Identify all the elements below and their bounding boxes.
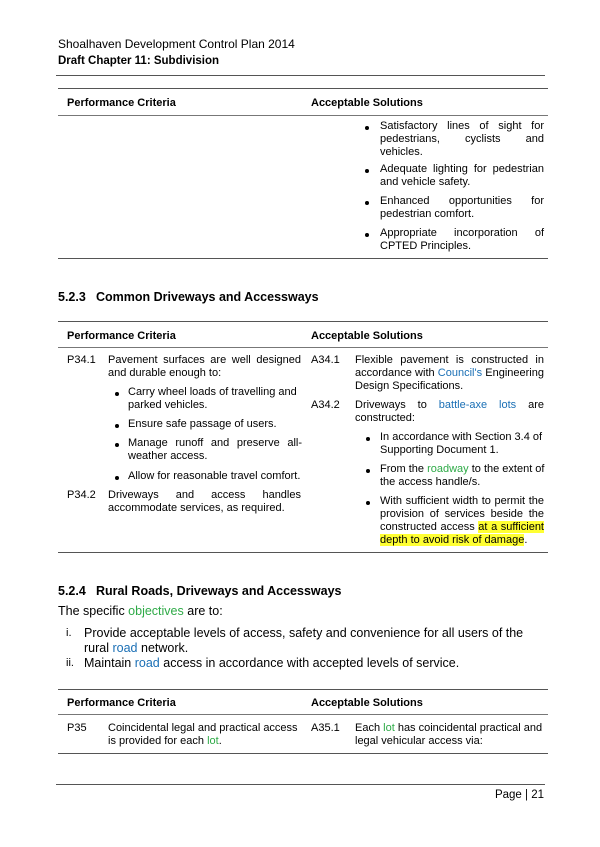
table-common-driveways [58, 321, 548, 555]
bullet-icon [115, 392, 119, 396]
list-item: Appropriate incorporation of CPTED Principles. [380, 227, 544, 252]
list-item-text: . [524, 534, 528, 546]
list-item: Adequate lighting for pedestrian and vehicle safety. [380, 163, 544, 188]
bullet-icon [365, 201, 369, 205]
solution-text-part: Driveways to [355, 399, 439, 411]
header-divider [56, 75, 545, 76]
item-text-part: Maintain [84, 656, 135, 670]
road-link[interactable]: road [112, 641, 138, 655]
table-continued [58, 88, 548, 260]
list-item: Carry wheel loads of travelling and parked vehicles. [128, 386, 297, 411]
header-rule [58, 347, 548, 348]
list-item: Allow for reasonable travel comfort. [128, 470, 301, 482]
solution-text-part: are constructed: [355, 399, 544, 424]
table-bottom-rule [58, 258, 548, 259]
solution-text [355, 722, 548, 748]
item-text [84, 626, 546, 656]
column-header-solutions: Acceptable Solutions [311, 97, 423, 109]
column-header-criteria: Performance Criteria [67, 330, 176, 342]
objectives-link[interactable]: objectives [128, 604, 184, 618]
column-header-criteria: Performance Criteria [67, 97, 176, 109]
section-title: Rural Roads, Driveways and Accessways [96, 584, 342, 598]
list-item: Ensure safe passage of users. [128, 418, 277, 430]
section-number: 5.2.3 [58, 290, 86, 304]
list-item: Manage runoff and preserve all-weather access. [128, 437, 302, 462]
solution-code: A34.2 [311, 399, 340, 411]
item-text-part: network. [137, 641, 189, 655]
table-top-rule [58, 689, 548, 690]
criteria-code: P34.2 [67, 489, 96, 501]
table-rural-roads [58, 689, 548, 755]
chapter-title: Draft Chapter 11: Subdivision [58, 55, 220, 67]
item-text [84, 656, 546, 671]
list-item: In accordance with Section 3.4 of Supporting Document 1. [380, 431, 543, 456]
section-title: Common Driveways and Accessways [96, 290, 319, 304]
solution-text-part: Engineering Design Specifications. [355, 367, 544, 392]
solution-text-part: Flexible pavement is constructed in accordance with [355, 354, 544, 379]
list-item: Satisfactory lines of sight for pedestrians, cyclists and vehicles. [380, 120, 544, 158]
bullet-icon [366, 437, 370, 441]
bullet-icon [365, 169, 369, 173]
lot-link[interactable]: lot [207, 735, 219, 747]
bullet-icon [115, 443, 119, 447]
item-text-part: Provide acceptable levels of access, safety and convenience for all users of the rural [84, 626, 524, 655]
solution-text [355, 354, 544, 393]
criteria-text: Driveways and access handles accommodate services, as required. [108, 489, 301, 514]
item-number: i. [66, 627, 72, 639]
section-heading-5-2-3 [58, 290, 319, 304]
objectives-intro [58, 604, 223, 618]
header-rule [58, 115, 548, 116]
criteria-text [108, 722, 308, 748]
list-item [380, 495, 544, 547]
paragraph-text: The specific [58, 604, 129, 618]
page-number: Page | 21 [494, 789, 544, 801]
roadway-link[interactable]: roadway [427, 463, 469, 475]
table-top-rule [58, 321, 548, 322]
header-rule [58, 714, 548, 715]
solution-text [355, 399, 544, 425]
paragraph-text: are to: [183, 604, 223, 618]
solution-text-part: Each [355, 722, 384, 734]
bullet-icon [366, 469, 370, 473]
list-item-text: With sufficient width to permit the provision of services beside the constructed access [380, 495, 544, 533]
bullet-icon [365, 126, 369, 130]
document-title: Shoalhaven Development Control Plan 2014 [58, 37, 295, 51]
item-number: ii. [66, 657, 74, 669]
road-link[interactable]: road [134, 656, 160, 670]
bullet-icon [366, 501, 370, 505]
solution-text-part: has coincidental practical and legal vehicular access via: [355, 722, 543, 747]
solution-code: A35.1 [311, 722, 340, 734]
lot-link[interactable]: lot [383, 722, 395, 734]
table-bottom-rule [58, 753, 548, 754]
table-top-rule [58, 88, 548, 89]
criteria-code: P34.1 [67, 354, 96, 366]
criteria-text: Pavement surfaces are well designed and durable enough to: [108, 354, 301, 379]
item-text-part: access in accordance with accepted levels of service. [159, 656, 460, 670]
column-header-solutions: Acceptable Solutions [311, 697, 423, 709]
list-item [380, 463, 548, 489]
column-header-criteria: Performance Criteria [67, 697, 176, 709]
column-header-solutions: Acceptable Solutions [311, 330, 423, 342]
solution-code: A34.1 [311, 354, 340, 366]
list-item: Enhanced opportunities for pedestrian comfort. [380, 195, 544, 220]
section-heading-5-2-4 [58, 584, 342, 598]
councils-link[interactable]: Council's [437, 367, 483, 379]
bullet-icon [365, 233, 369, 237]
highlighted-text: at a sufficient depth to avoid risk of damage [380, 521, 544, 546]
criteria-code: P35 [67, 722, 87, 734]
criteria-text-part: . [218, 735, 222, 747]
table-bottom-rule [58, 552, 548, 553]
list-item-text: From the [380, 463, 428, 475]
criteria-text-part: Coincidental legal and practical access is provided for each [108, 722, 298, 747]
list-item-text: to the extent of the access handle/s. [380, 463, 545, 488]
footer-divider [56, 784, 545, 785]
bullet-icon [115, 424, 119, 428]
battle-axe-lots-link[interactable]: battle-axe lots [438, 399, 517, 411]
bullet-icon [115, 476, 119, 480]
section-number: 5.2.4 [58, 584, 86, 598]
